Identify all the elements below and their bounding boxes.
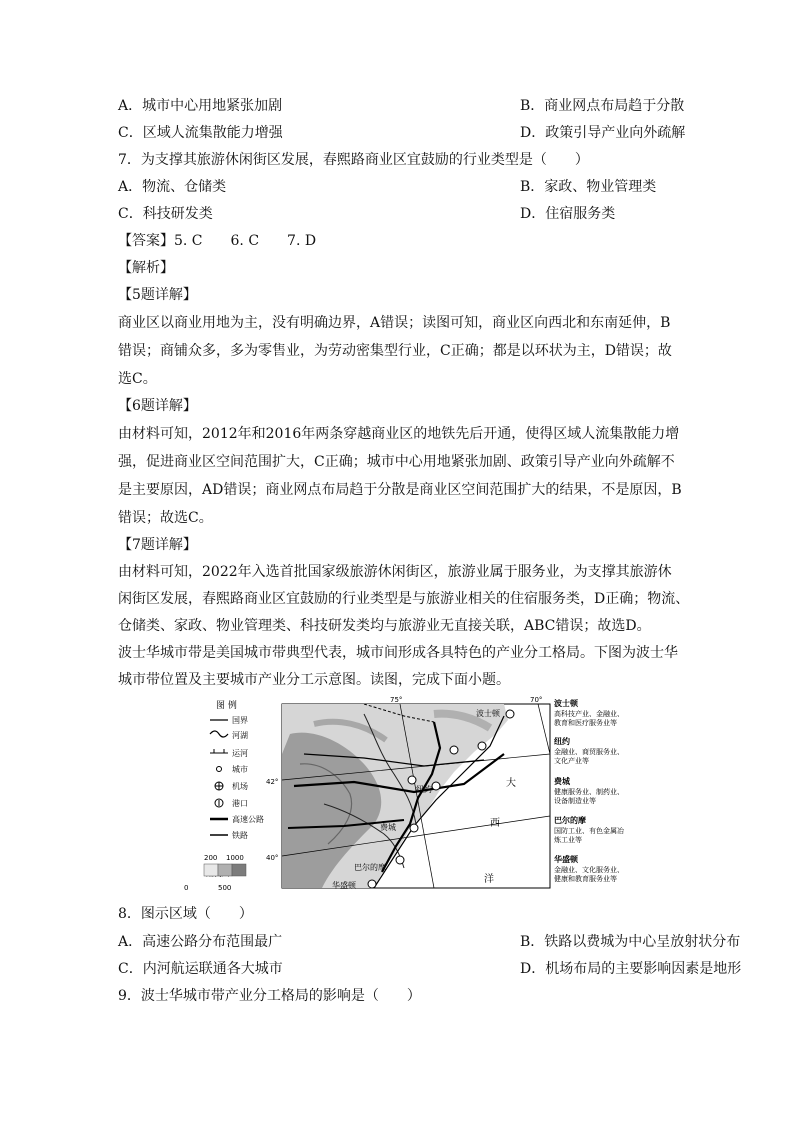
industry-notes: [550, 698, 625, 888]
q6-option-row-2: [118, 123, 708, 143]
note-philadelphia-line-2: 设备制造业等: [554, 797, 596, 805]
q7-detail-line-1: 由材料可知，2022年入选首批国家级旅游休闲街区，旅游业属于服务业，为支撑其旅游休: [118, 564, 672, 580]
q8-option-row-1: [118, 932, 741, 952]
city-label-boston: 波士顿: [476, 709, 500, 718]
elevation-tick-0: 0: [184, 884, 189, 892]
analysis-heading: 【解析】: [118, 260, 174, 276]
q8-option-a: A．高速公路分布范围最广: [118, 934, 283, 950]
ocean-char-2: 西: [490, 818, 500, 829]
city-label-washington: 华盛顿: [332, 881, 356, 890]
airport-icon: [410, 824, 418, 832]
city-label-newyork: 纽约: [416, 785, 432, 794]
elevation-tick-1000: 1000: [226, 854, 244, 862]
airport-icon: [396, 856, 404, 864]
elevation-swatch-mid: [218, 864, 232, 876]
q7-option-b: B．家政、物业管理类: [520, 179, 657, 195]
legend-railway-label: 铁路: [232, 831, 248, 840]
elevation-tick-200: 200: [204, 854, 218, 862]
legend-city-label: 城市: [232, 765, 248, 774]
airport-icon: [408, 776, 416, 784]
q8-option-c: C．内河航运联通各大城市: [118, 961, 283, 977]
note-baltimore-title: 巴尔的摩: [554, 816, 586, 825]
note-baltimore-line-1: 国防工业、有色金属冶: [554, 827, 624, 835]
q6-option-c: C．区域人流集散能力增强: [118, 125, 283, 141]
note-newyork-title: 纽约: [554, 737, 570, 746]
map-legend: [184, 699, 264, 892]
answer-line: 【答案】5. C 6. C 7. D: [118, 233, 317, 249]
q5-detail-line-3: 选C。: [118, 371, 157, 387]
elevation-swatch-low: [204, 864, 218, 876]
q8-option-row-2: [118, 959, 742, 979]
legend-port-label: 港口: [232, 799, 248, 808]
q7-option-row-1: [118, 177, 708, 197]
q6-detail-line-2: 强，促进商业区空间范围扩大，C正确；城市中心用地紧张加剧、政策引导产业向外疏解不: [118, 454, 675, 470]
note-washington-line-2: 健康和教育服务业等: [554, 875, 617, 883]
note-washington-title: 华盛顿: [554, 855, 578, 864]
q8-option-d: D．机场布局的主要影响因素是地形: [520, 961, 742, 977]
q6-option-row-1: [118, 96, 708, 116]
lat-label-42: 42°: [266, 778, 279, 786]
q7-option-c: C．科技研发类: [118, 206, 213, 222]
q6-detail-line-3: 是主要原因，AD错误；商业网点布局趋于分散是商业区空间范围扩大的结果，不是原因，B: [118, 482, 682, 498]
legend-highway-label: 高速公路: [232, 815, 264, 824]
q5-detail-line-1: 商业区以商业用地为主，没有明确边界，A错误；读图可知，商业区向西北和东南延伸，B: [118, 315, 671, 331]
city-label-baltimore: 巴尔的摩: [354, 863, 386, 872]
note-baltimore-line-2: 炼工业等: [554, 836, 582, 844]
lon-label-70: 70°: [530, 696, 543, 704]
airport-icon: [450, 746, 458, 754]
map-body: [266, 696, 550, 890]
legend-title: 图 例: [216, 701, 237, 711]
lat-label-40: 40°: [266, 854, 279, 862]
airport-icon: [368, 880, 376, 888]
q6-option-b: B．商业网点布局趋于分散: [520, 98, 685, 114]
ocean-char-1: 大: [506, 778, 516, 789]
q6-detail-line-1: 由材料可知，2012年和2016年两条穿越商业区的地铁先后开通，使得区域人流集散能力增: [118, 426, 680, 442]
note-washington-line-1: 金融业、文化服务业、: [554, 866, 624, 874]
intro-line-1: 波士华城市带是美国城市带典型代表，城市间形成各具特色的产业分工格局。下图为波士华: [118, 645, 678, 661]
legend-canal-label: 运河: [232, 749, 248, 758]
elevation-swatch-high: [232, 864, 246, 876]
ocean-char-3: 洋: [484, 874, 494, 885]
lon-label-75: 75°: [390, 696, 403, 704]
note-newyork-line-2: 文化产业等: [554, 757, 589, 765]
q6-detail-line-4: 错误；故选C。: [118, 510, 213, 526]
q5-detail-title: 【5题详解】: [118, 287, 197, 303]
q6-detail-title: 【6题详解】: [118, 398, 197, 414]
legend-border-label: 国界: [232, 716, 248, 725]
note-boston-title: 波士顿: [554, 699, 578, 708]
q7-detail-line-2: 闲街区发展，春熙路商业区宜鼓励的行业类型是与旅游业相关的住宿服务类，D正确；物流、: [118, 591, 690, 607]
airport-icon: [478, 742, 486, 750]
q6-option-a: A．城市中心用地紧张加剧: [118, 98, 283, 114]
note-newyork-line-1: 金融业、商贸服务业、: [554, 748, 624, 756]
note-boston-line-2: 教育和医疗服务业等: [554, 719, 617, 727]
q7-detail-title: 【7题详解】: [118, 537, 197, 553]
boswash-map-figure: [184, 694, 660, 892]
airport-icon: [506, 710, 514, 718]
note-philadelphia-title: 费城: [554, 777, 570, 786]
q6-option-d: D．政策引导产业向外疏解: [520, 125, 686, 141]
q7-option-row-2: [118, 204, 708, 224]
q8-option-b: B．铁路以费城为中心呈放射状分布: [520, 934, 741, 950]
q7-stem: 7．为支撑其旅游休闲街区发展，春熙路商业区宜鼓励的行业类型是（ ）: [118, 152, 589, 168]
legend-city-symbol: [217, 767, 222, 772]
legend-airport-label: 机场: [232, 782, 248, 791]
intro-line-2: 城市带位置及主要城市产业分工示意图。读图，完成下面小题。: [118, 672, 510, 688]
note-boston-line-1: 高科技产业、金融业、: [554, 710, 624, 718]
q7-detail-line-3: 仓储类、家政、物业管理类、科技研发类均与旅游业无直接关联，ABC错误；故选D。: [118, 618, 651, 634]
q8-stem: 8．图示区域（ ）: [118, 906, 253, 922]
q7-option-d: D．住宿服务类: [520, 206, 616, 222]
q7-option-a: A．物流、仓储类: [118, 179, 227, 195]
q9-stem: 9．波士华城市带产业分工格局的影响是（ ）: [118, 988, 421, 1004]
legend-river-symbol: [210, 731, 228, 737]
legend-river-label: 河湖: [232, 731, 248, 740]
city-label-philadelphia: 费城: [380, 823, 396, 832]
q5-detail-line-2: 错误；商铺众多，多为零售业，为劳动密集型行业，C正确；都是以环状为主，D错误；故: [118, 343, 672, 359]
elevation-tick-500: 500: [218, 884, 232, 892]
airport-icon: [432, 782, 440, 790]
note-philadelphia-line-1: 健康服务业、制药业、: [554, 788, 624, 796]
